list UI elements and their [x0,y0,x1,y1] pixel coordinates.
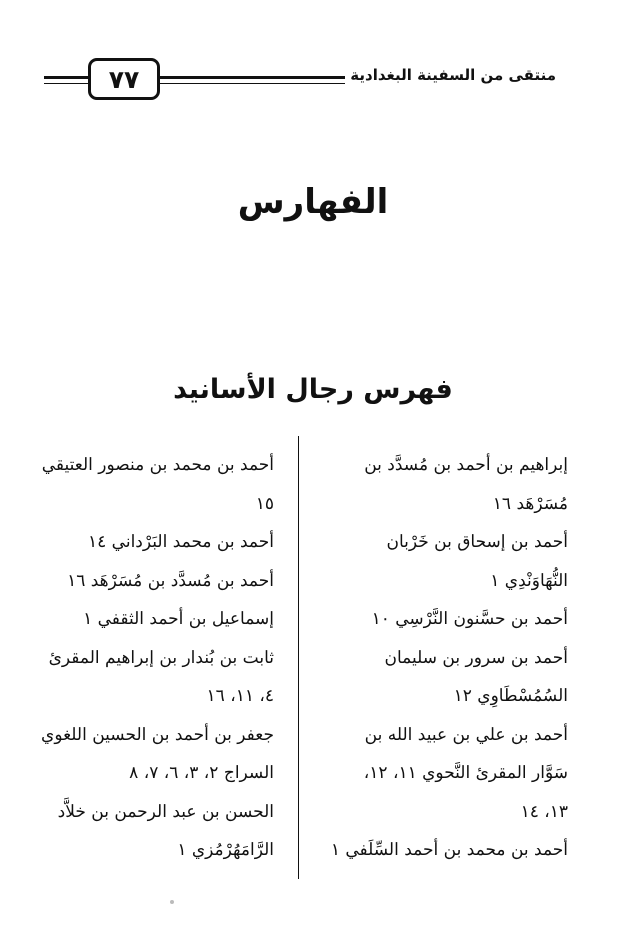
index-entry: سَوَّار المقرئ النَّحوي ١١، ١٢، [363,763,568,783]
page-number: ٧٧ [88,58,160,100]
section-title: فهرس رجال الأسانيد [173,374,453,405]
page-header [0,50,626,110]
index-entry: الرَّامَهُرْمُزي ١ [177,840,274,860]
index-entry: ثابت بن بُندار بن إبراهيم المقرئ [48,647,274,668]
index-entry: الحسن بن عبد الرحمن بن خلاَّد [57,801,274,822]
index-entry: أحمد بن إسحاق بن خَرْبان [386,532,568,552]
index-entry: إبراهيم بن أحمد بن مُسدَّد بن [364,455,568,475]
index-entry: السُمُسْطَاوِي ١٢ [453,686,568,706]
index-entry: مُسَرْهَد ١٦ [492,493,568,514]
index-entry: أحمد بن سرور بن سليمان [384,647,568,668]
index-entry: إسماعيل بن أحمد الثقفي ١ [83,609,274,629]
index-entry: ٤، ١١، ١٦ [206,686,274,706]
index-entry: أحمد بن حسَّنون النَّرْسِي ١٠ [371,609,568,629]
index-left-column [38,446,274,870]
index-entry: أحمد بن علي بن عبيد الله بن [364,724,568,745]
column-divider [298,436,299,879]
index-entry: أحمد بن محمد البَرْداني ١٤ [88,532,274,552]
index-entry: أحمد بن محمد بن أحمد السِّلَفي ١ [330,840,568,860]
header-rule-right-top [160,76,345,79]
header-rule-left-top [44,76,88,79]
index-entry: أحمد بن مُسدَّد بن مُسَرْهَد ١٦ [67,570,274,591]
index-entry: السراج ٢، ٣، ٦، ٧، ٨ [129,763,274,783]
index-entry: جعفر بن أحمد بن الحسين اللغوي [41,724,274,745]
header-rule-left-bottom [44,83,88,84]
header-rule-right-bottom [160,83,345,84]
index-entry: ١٣، ١٤ [520,801,568,822]
main-title: الفهارس [237,182,389,222]
running-head: منتقى من السفينة البغدادية [350,66,556,84]
index-right-column [330,446,568,870]
scan-speck [170,900,174,904]
index-entry: النُّهَاوَنْدِي ١ [490,570,568,591]
index-entry: أحمد بن محمد بن منصور العتيقي [41,455,274,475]
index-entry: ١٥ [255,493,274,514]
